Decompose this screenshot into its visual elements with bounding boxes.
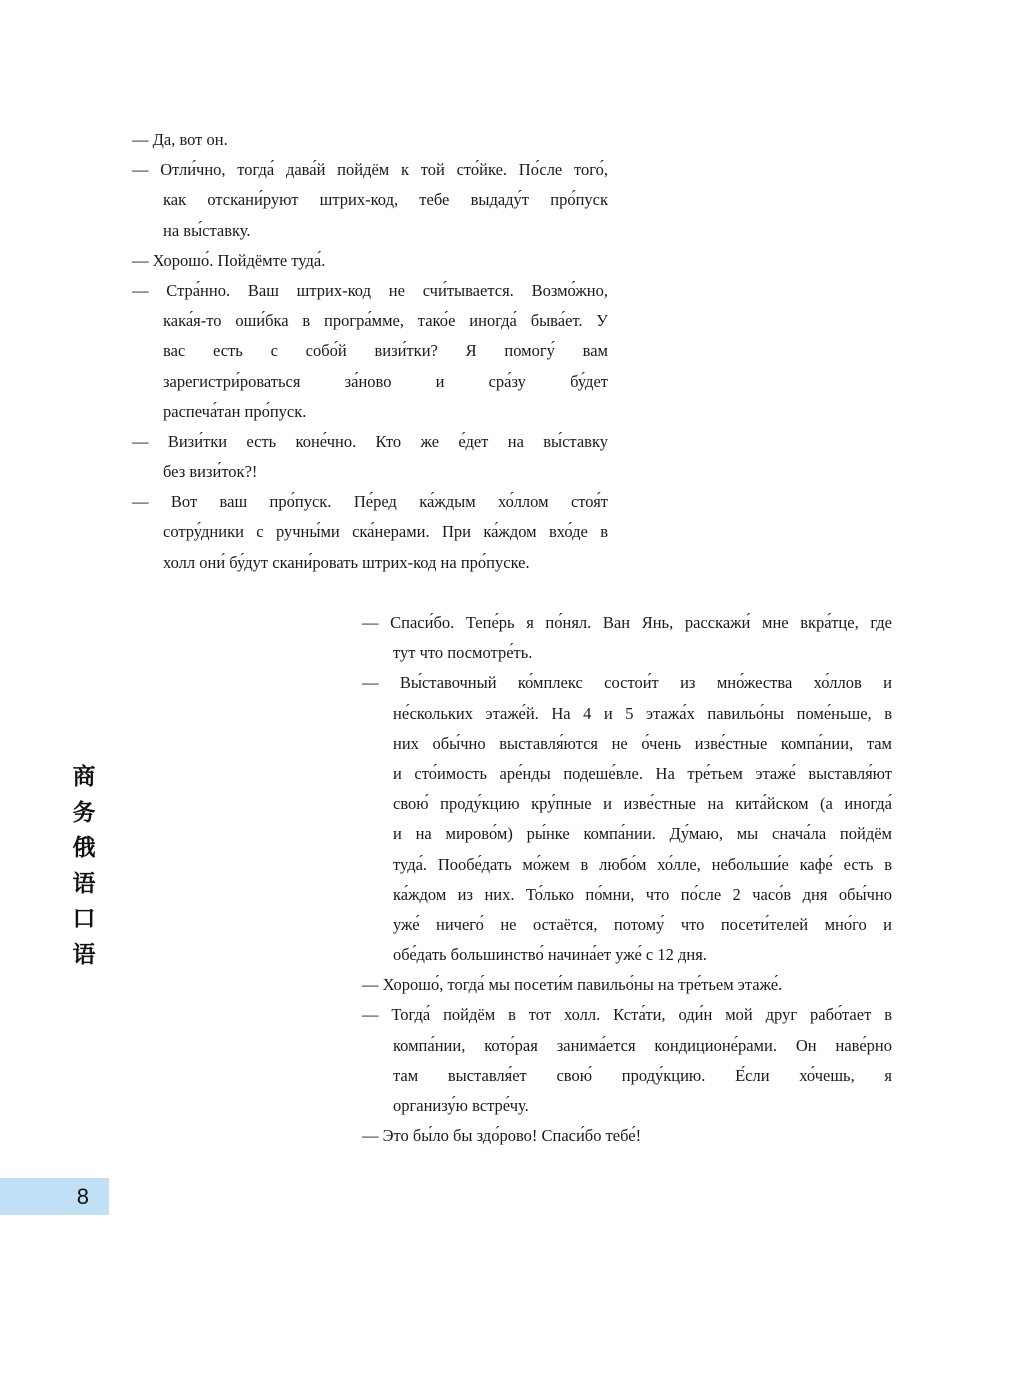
dialogue-line: кака́я-то оши́бка в програ́мме, тако́е иногда́ быва́ет. У [163, 311, 608, 331]
dialogue-paragraph [362, 668, 892, 970]
dialogue-line: тут что посмотре́ть. [393, 643, 533, 663]
dialogue-paragraph [132, 125, 608, 155]
dialogue-paragraph [132, 246, 608, 276]
dialogue-line: распеча́тан про́пуск. [163, 401, 307, 421]
dialogue-line: холл они́ бу́дут скани́ровать штрих-код на про́пуске. [163, 552, 530, 572]
dialogue-paragraph [362, 608, 892, 668]
dialogue-line: компа́нии, кото́рая занима́ется кондиционе́рами. Он наве́рно [393, 1035, 892, 1055]
dialogue-line: не́скольких этаже́й. На 4 и 5 этажа́х павильо́ны поме́ньше, в [393, 703, 892, 723]
book-title-vertical [70, 760, 98, 973]
title-char: 口 [72, 906, 96, 932]
title-char: 语 [72, 941, 96, 968]
dialogue-line: сотру́дники с ручны́ми ска́нерами. При ка́ждом вхо́де в [163, 522, 608, 542]
title-char: 务 [72, 799, 96, 826]
dialogue-paragraph [132, 155, 608, 246]
dialogue-line: — Отли́чно, тогда́ дава́й пойдём к той сто́йке. По́сле того́, [132, 160, 608, 180]
dialogue-line: обе́дать большинство́ начина́ет уже́ с 12 дня. [393, 945, 707, 965]
dialogue-line: — Хорошо́, тогда́ мы посети́м павильо́ны на тре́тьем этаже́. [362, 975, 783, 995]
dialogue-line: — Хорошо́. Пойдёмте туда́. [132, 250, 326, 270]
dialogue-line: организу́ю встре́чу. [393, 1096, 529, 1115]
dialogue-line: и на мирово́м) ры́нке компа́нии. Ду́маю, мы снача́ла пойдём [393, 824, 892, 844]
dialogue-line: уже́ ничего́ не остаётся, потому́ что посети́телей мно́го и [393, 914, 892, 934]
dialogue-line: зарегистри́роваться за́ново и сра́зу бу́дет [163, 371, 608, 391]
dialogue-column-left [132, 125, 608, 578]
dialogue-line: — Да, вот он. [132, 130, 228, 149]
title-char: 语 [72, 870, 96, 897]
title-char: 俄 [72, 835, 96, 861]
dialogue-line: — Вы́ставочный ко́мплекс состои́т из мно́жества хо́ллов и [362, 673, 892, 693]
dialogue-line: на вы́ставку. [163, 220, 251, 240]
dialogue-paragraph [132, 487, 608, 578]
dialogue-line: — Спаси́бо. Тепе́рь я по́нял. Ван Янь, расскажи́ мне вкра́тце, где [362, 613, 892, 632]
dialogue-line: вас есть с собо́й визи́тки? Я помогу́ вам [163, 341, 608, 361]
dialogue-line: ка́ждом из них. То́лько по́мни, что по́сле 2 часо́в дня обы́чно [393, 884, 892, 904]
dialogue-paragraph [132, 276, 608, 427]
dialogue-line: — Тогда́ пойдём в тот холл. Кста́ти, оди́н мой друг рабо́тает в [362, 1005, 892, 1025]
dialogue-line: — Это бы́ло бы здо́рово! Спаси́бо тебе́! [362, 1126, 642, 1146]
dialogue-line: там выставля́ет свою́ проду́кцию. Е́сли хо́чешь, я [393, 1065, 892, 1085]
dialogue-paragraph [132, 427, 608, 487]
dialogue-column-right [362, 608, 892, 1151]
title-char: 商 [72, 764, 96, 790]
dialogue-line: них обы́чно выставля́ются не о́чень изве́стные компа́нии, там [393, 733, 892, 753]
dialogue-line: свою́ проду́кцию кру́пные и изве́стные на кита́йском (а иногда́ [393, 794, 892, 814]
dialogue-line: как отскани́руют штрих-код, тебе выдаду́т про́пуск [163, 190, 608, 210]
dialogue-line: — Визи́тки есть коне́чно. Кто же е́дет на вы́ставку [132, 431, 608, 451]
dialogue-line: — Вот ваш про́пуск. Пе́ред ка́ждым хо́ллом стоя́т [132, 492, 608, 512]
page-number: 8 [76, 1184, 89, 1209]
dialogue-paragraph [362, 1000, 892, 1121]
dialogue-line: и сто́имость аре́нды подеше́вле. На тре́тьем этаже́ выставля́ют [393, 763, 892, 783]
dialogue-line: без визи́ток?! [163, 462, 258, 482]
dialogue-line: — Стра́нно. Ваш штрих-код не счи́тывается. Возмо́жно, [132, 280, 608, 300]
dialogue-line: туда́. Пообе́дать мо́жем в любо́м хо́лле, небольши́е кафе́ есть в [393, 854, 892, 874]
dialogue-paragraph [362, 970, 892, 1000]
page-number-tab [0, 1178, 109, 1215]
dialogue-paragraph [362, 1121, 892, 1151]
